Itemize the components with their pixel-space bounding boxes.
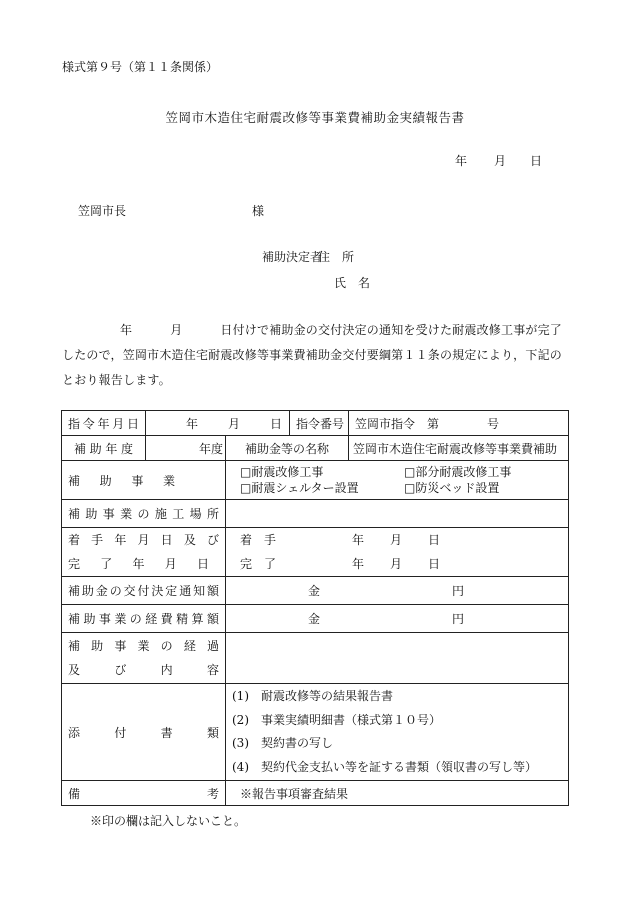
order-no-field[interactable] — [349, 411, 569, 436]
subsidy-name-value: 笠岡市木造住宅耐震改修等事業費補助 — [349, 436, 569, 461]
option-seismic-retrofit[interactable]: □耐震改修工事 — [240, 465, 324, 479]
applicant-address-label: 住 所 — [318, 250, 355, 264]
end-label: 完 了 — [240, 557, 277, 571]
fiscal-year-label: 補助年度 — [62, 436, 146, 461]
footnote: ※印の欄は記入しないこと。 — [90, 814, 247, 828]
report-table — [61, 410, 569, 806]
notice-amount-field[interactable] — [226, 577, 569, 605]
notice-kin: 金 — [308, 584, 321, 598]
project-label-cell — [62, 461, 226, 500]
subsidy-name-label: 補助金等の名称 — [226, 436, 349, 461]
option-partial-retrofit[interactable]: □部分耐震改修工事 — [404, 465, 512, 479]
table-row-fiscal — [62, 436, 569, 461]
addressee-name: 笠岡市長 — [78, 204, 127, 218]
form-number: 様式第９号（第１１条関係） — [62, 60, 219, 74]
order-no-suffix: 号 — [487, 416, 500, 431]
notice-yen: 円 — [452, 584, 465, 598]
date-year-label: 年 — [455, 154, 468, 168]
site-label: 補助事業の施工場所 — [62, 500, 226, 528]
settle-amount-label: 補助事業の経費精算額 — [62, 605, 226, 633]
project-options — [226, 461, 569, 500]
site-field[interactable] — [226, 500, 569, 528]
order-no-value: 笠岡市指令 第 — [355, 416, 440, 431]
progress-label-line2: 及び内容 — [68, 663, 219, 677]
attachments-list — [226, 684, 569, 781]
start-end-field[interactable] — [226, 528, 569, 577]
applicant-name-label: 氏 名 — [334, 276, 371, 290]
end-day: 日 — [428, 557, 441, 571]
document-title: 笠岡市木造住宅耐震改修等事業費補助金実績報告書 — [165, 110, 465, 125]
start-label: 着 手 — [240, 533, 277, 547]
applicant-label: 補助決定者 — [262, 250, 323, 264]
table-row-notice-amount — [62, 577, 569, 605]
notice-amount-label: 補助金の交付決定通知額 — [62, 577, 226, 605]
start-end-label-line2: 完了年月日 — [68, 557, 209, 571]
table-row-site — [62, 500, 569, 528]
start-end-label — [62, 528, 226, 577]
start-end-label-line1: 着手年月日及び — [68, 533, 219, 547]
table-row-order — [62, 411, 569, 436]
order-no-label: 指令番号 — [290, 411, 349, 436]
fiscal-year-suffix: 年度 — [198, 441, 223, 456]
progress-field[interactable] — [226, 633, 569, 684]
attachment-item: (1) 耐震改修等の結果報告書 — [232, 689, 393, 703]
attach-label: 添付書類 — [62, 684, 226, 781]
end-year: 年 — [352, 557, 365, 571]
start-month: 月 — [390, 533, 403, 547]
fiscal-year-field[interactable] — [146, 436, 226, 461]
attachment-item: (2) 事業実績明細書（様式第１０号） — [232, 712, 441, 727]
order-date-field[interactable] — [146, 411, 290, 436]
table-row-settle-amount — [62, 605, 569, 633]
report-body — [62, 318, 572, 393]
settle-kin: 金 — [308, 612, 321, 626]
remarks-label: 備考 — [62, 781, 226, 806]
date-month-label: 月 — [494, 154, 507, 168]
order-date-month: 月 — [228, 416, 241, 431]
table-row-dates — [62, 528, 569, 577]
body-text: 日付けで補助金の交付決定の通知を受けた耐震改修工事が完了したので，笠岡市木造住宅耐震改修等事業費補助金交付要綱第１１条の規定により，下記のとおり報告します。 — [62, 323, 563, 387]
attachment-item: (4) 契約代金支払い等を証する書類（領収書の写し等） — [232, 759, 538, 774]
option-disaster-bed[interactable]: □防災ベッド設置 — [404, 481, 500, 495]
body-year: 年 — [120, 323, 133, 337]
attachment-item: (3) 契約書の写し — [232, 736, 333, 750]
settle-amount-field[interactable] — [226, 605, 569, 633]
settle-yen: 円 — [452, 612, 465, 626]
date-day-label: 日 — [530, 154, 543, 168]
table-row-remarks — [62, 781, 569, 806]
order-date-day: 日 — [270, 416, 283, 431]
option-shelter[interactable]: □耐震シェルター設置 — [240, 481, 359, 495]
table-row-project — [62, 461, 569, 500]
addressee-honorific: 様 — [252, 204, 265, 218]
start-year: 年 — [352, 533, 365, 547]
table-row-progress — [62, 633, 569, 684]
order-date-year: 年 — [186, 416, 199, 431]
body-month: 月 — [170, 323, 183, 337]
end-month: 月 — [390, 557, 403, 571]
remarks-value: ※報告事項審査結果 — [226, 781, 569, 806]
progress-label-line1: 補助事業の経過 — [68, 639, 219, 653]
table-row-attachments — [62, 684, 569, 781]
project-label: 補助事業 — [68, 473, 175, 488]
order-date-label: 指令年月日 — [62, 411, 146, 436]
progress-label — [62, 633, 226, 684]
start-day: 日 — [428, 533, 441, 547]
